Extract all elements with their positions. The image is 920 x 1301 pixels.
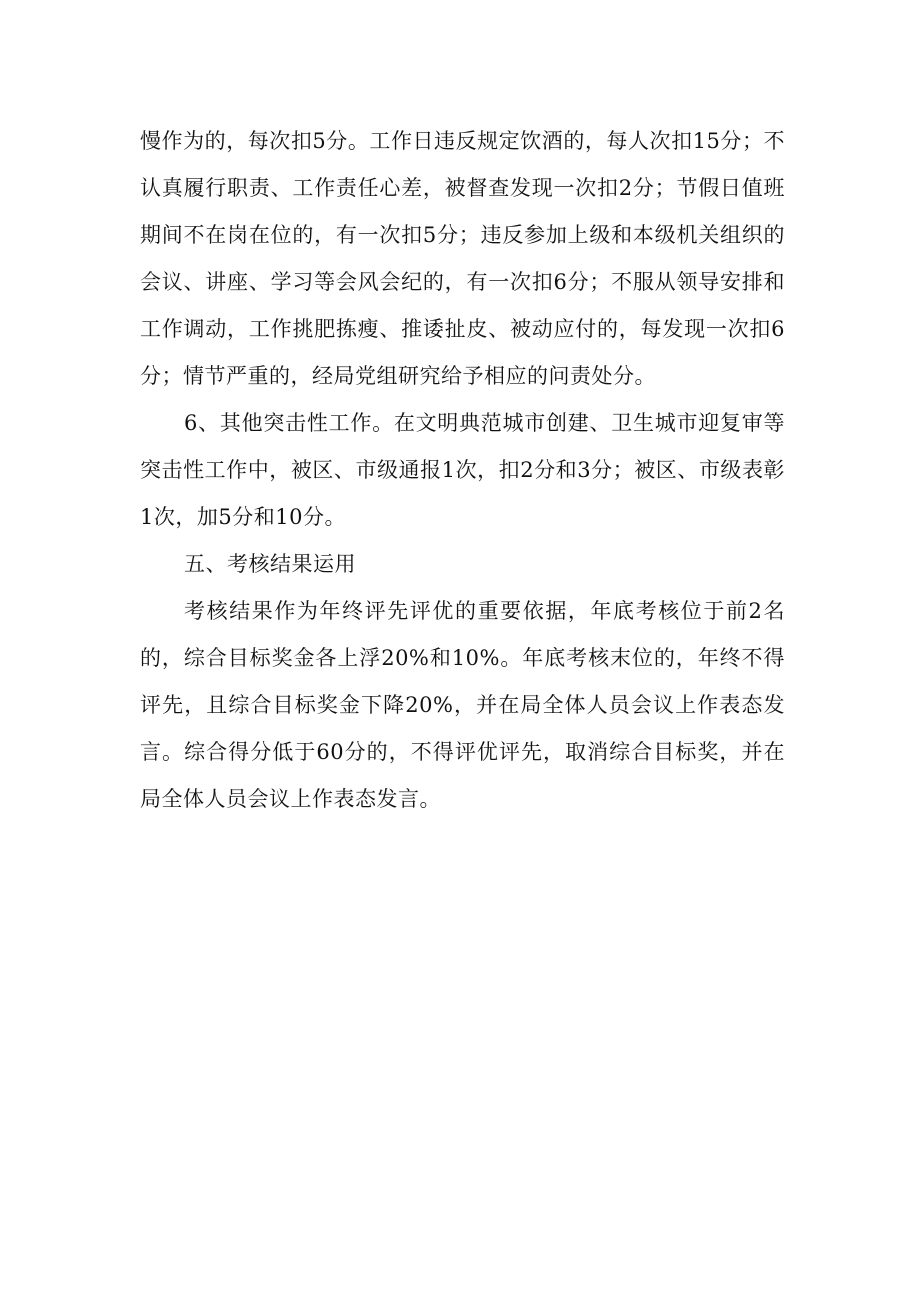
section-heading: 五、考核结果运用 [184, 552, 356, 576]
paragraph-item-6: 6、其他突击性工作。在文明典范城市创建、卫生城市迎复审等突击性工作中，被区、市级通报1次，扣2分和3分；被区、市级表彰1次，加5分和10分。 [140, 411, 785, 529]
paragraph-continuation: 慢作为的，每次扣5分。工作日违反规定饮酒的，每人次扣15分；不认真履行职责、工作责任心差，被督查发现一次扣2分；节假日值班期间不在岗在位的，有一次扣5分；违反参加上级和本级机关组织的会议、讲座、学习等会风会纪的，有一次扣6分；不服从领导安排和工作调动，工作挑肥拣瘦、推诿扯皮、被动应付的，每发现一次扣6分；情节严重的，经局党组研究给予相应的问责处分。 [140, 129, 785, 388]
paragraph-result-usage: 考核结果作为年终评先评优的重要依据，年底考核位于前2名的，综合目标奖金各上浮20%和10%。年底考核末位的，年终不得评先，且综合目标奖金下降20%，并在局全体人员会议上作表态发言。综合得分低于60分的，不得评优评先，取消综合目标奖，并在局全体人员会议上作表态发言。 [140, 599, 785, 811]
document-body [140, 118, 785, 823]
